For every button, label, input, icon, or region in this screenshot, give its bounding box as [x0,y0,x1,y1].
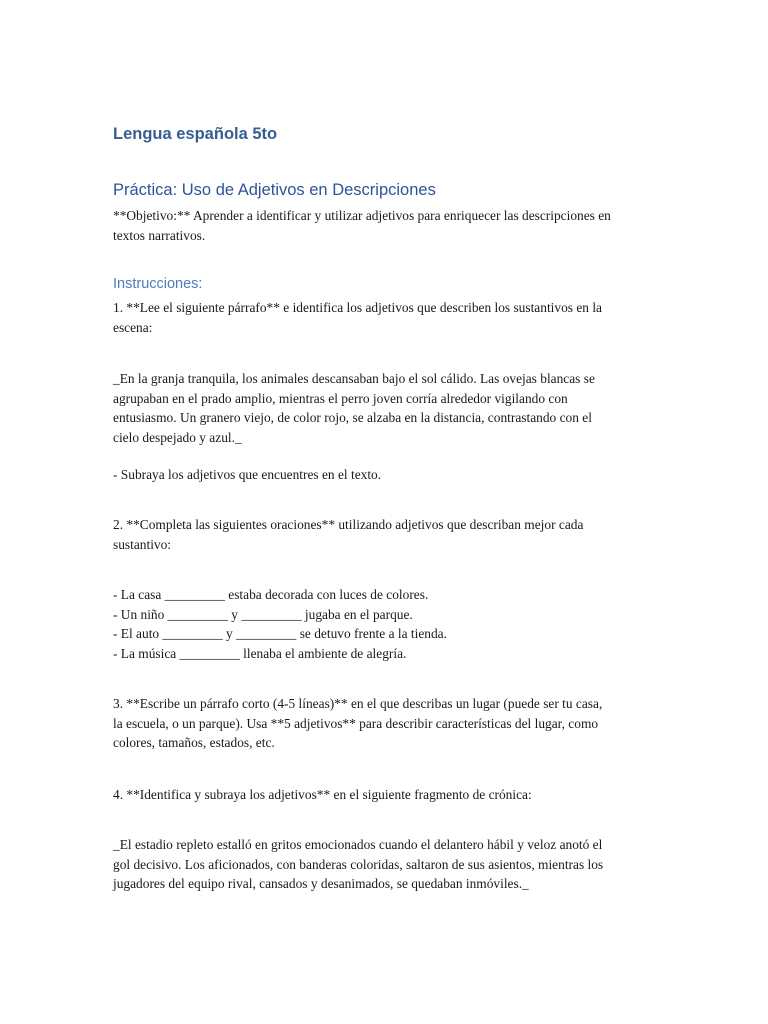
item-3-line: colores, tamaños, estados, etc. [113,735,275,750]
item-2-line: 2. **Completa las siguientes oraciones** utilizando adjetivos que describan mejor cada [113,517,584,532]
passage-1 [113,369,595,447]
passage-2-line: _El estadio repleto estalló en gritos emocionados cuando el delantero hábil y veloz anotó el [113,837,603,852]
passage-2-line: gol decisivo. Los aficionados, con banderas coloridas, saltaron de sus asientos, mientras los [113,856,604,872]
sentence-item: - La casa _________ estaba decorada con luces de colores. [113,587,429,602]
objective-line: **Objetivo:** Aprender a identificar y utilizar adjetivos para enriquecer las descripciones en [113,208,611,223]
passage-2-line: jugadores del equipo rival, cansados y desanimados, se quedaban inmóviles._ [113,876,529,891]
objective-line: textos narrativos. [113,227,206,243]
item-1-text [113,298,602,337]
passage-1-line: cielo despejado y azul._ [113,429,242,445]
passage-1-line: entusiasmo. Un granero viejo, de color rojo, se alzaba en la distancia, contrastando con el [113,410,592,425]
sentence-item: - El auto _________ y _________ se detuvo frente a la tienda. [113,626,447,641]
item-1-line: 1. **Lee el siguiente párrafo** e identifica los adjetivos que describen los sustantivos en la [113,300,602,315]
item-2-line: sustantivo: [113,536,172,552]
document-subtitle: Práctica: Uso de Adjetivos en Descripciones [113,181,436,199]
document-title: Lengua española 5to [113,125,278,143]
passage-1-line: _En la granja tranquila, los animales descansaban bajo el sol cálido. Las ovejas blancas se [113,371,595,386]
sentence-item: - La música _________ llenaba el ambiente de alegría. [113,645,407,661]
sentence-list [113,585,447,663]
item-3-line: 3. **Escribe un párrafo corto (4-5 líneas)** en el que describas un lugar (puede ser tu casa, [113,696,603,711]
item-4-text: 4. **Identifica y subraya los adjetivos** en el siguiente fragmento de crónica: [113,787,532,802]
item-3-text [113,694,602,753]
passage-2 [113,835,603,894]
sentence-item: - Un niño _________ y _________ jugaba en el parque. [113,606,413,622]
item-3-line: la escuela, o un parque). Usa **5 adjetivos** para describir características del lugar, como [113,715,599,731]
passage-1-line: agrupaban en el prado amplio, mientras el perro joven corría alrededor vigilando con [113,390,568,406]
item-1-task: - Subraya los adjetivos que encuentres en el texto. [113,467,382,482]
item-1-line: escena: [113,319,153,335]
instructions-heading: Instrucciones: [113,276,203,292]
objective-paragraph [113,206,611,245]
item-2-text [113,515,583,554]
